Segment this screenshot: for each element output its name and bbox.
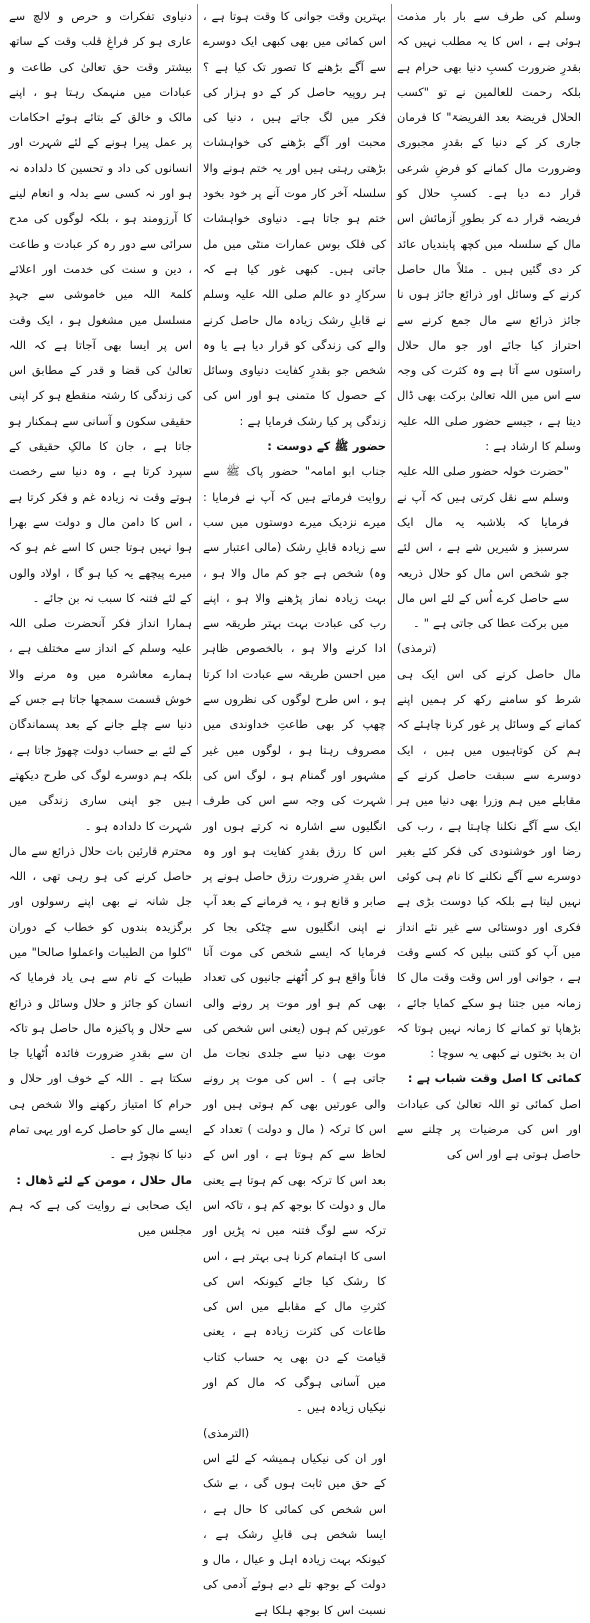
paragraph: ایک صحابی نے روایت کی ہے کہ ہم مجلس میں <box>9 1197 192 1238</box>
paragraph: اور ان کی نیکیاں ہمیشہ کے لئے اس کے حق میں ثابت ہوں گی ، بے شک اس شخص کی کمائی کا حال ہے ، ایسا شخص ہی قابلِ رشک ہے ، کیونکہ بہت زیادہ اہل و عیال ، مال و دولت کے بوجھ تلے دبے ہوئے آدمی کی نسبت اس کا بوجھ ہلکا ہے <box>203 1450 386 1617</box>
paragraph: اصل کمائی تو اللہ تعالیٰ کی عبادات اور اس کی مرضیات پر چلنے سے حاصل ہوتی ہے اور اس کی <box>397 1096 581 1162</box>
reference-citation: (الترمذی) <box>203 1425 250 1440</box>
reference-citation: (ترمذی) <box>397 641 437 656</box>
section-heading: کمائی کا اصل وقت شباب ہے : <box>407 1071 581 1086</box>
paragraph: دنیاوی تفکرات و حرص و لالچ سے عاری ہو کر فراغِ قلب وقت کے ساتھ بیشتر وقت حق تعالیٰ کی طاعت و عبادات میں منہمک رہتا ہو ، اپنے مالک و خالق کے بتائے ہوئے احکامات پر عمل پیرا ہونے کے لئے شہرت اور انسانوں کی داد و تحسین کا دلدادہ نہ ہو اور نہ کسی سے بدلہ و انعام لینے کا آرزومند ہو ، بلکہ لوگوں کی مدح سرائی سے دور رہ کر عبادت و طاعت ، دین و سنت کی خدمت اور اعلائے کلمۃ اللہ میں خاموشی سے جہدِ مسلسل میں مشغول ہو ، ایک وقت اس پر ایسا بھی آجاتا ہے کہ اللہ تعالیٰ کی قضا و قدر کے مطابق اس کی زندگی کا رشتہ منقطع ہو کر اپنی حقیقی سکون و آسانی سے ہمکنار ہو جاتا ہے ، جان کا مالکِ حقیقی کے سپرد کرتا ہے ، وہ دنیا سے رخصت ہوتے وقت نہ زیادہ غم و فکر کرتا ہے ، اس کا دامن مال و دولت سے بھرا ہوا نہیں ہوتا جس کا اسے غم ہو کہ میرے پیچھے یہ کیا ہو گا ، اولاد والوں کے لئے فتنہ کا سبب نہ بن جائے ۔ <box>9 9 192 605</box>
paragraph: محترم قارئین بات حلال ذرائع سے مال حاصل کرنے کی ہو رہی تھی ، اللہ جل شانہ نے بھی اپنے رسولوں اور برگزیدہ بندوں کو خطاب کے دوران "کلوا من الطیبات واعملوا صالحا" میں طیبات کے نام سے ہی یاد فرمایا کہ انسان کو جائز و حلال وسائل و ذرائع سے حلال و پاکیزہ مال حاصل ہو تاکہ ان سے بقدرِ ضرورت فائدہ اُٹھایا جا سکتا ہے ۔ اللہ کے خوف اور حلال و حرام کا امتیاز رکھنے والا شخص ہی ایسے مال کو حاصل کرے اور یہی تمام دنیا کا نچوڑ ہے ۔ <box>9 843 192 1162</box>
text-column-middle <box>198 4 392 1617</box>
paragraph: ہمارا انداز فکر آنحضرت صلی اللہ علیہ وسلم کے انداز سے مختلف ہے ، ہمارے معاشرہ میں وہ مرنے والا خوش قسمت سمجھا جاتا ہے جس کے دنیا سے چلے جانے کے بعد پسماندگان کے لئے بے حساب دولت چھوڑ جاتا ہے ، بلکہ ہم دوسرے لوگ کی طرح دیکھتے ہیں جو اپنی ساری زندگی میں شہرت کا دلدادہ ہو ۔ <box>9 616 192 833</box>
paragraph: مال حاصل کرنے کی اس ایک ہی شرط کو سامنے رکھ کر ہمیں اپنے کمانے کے وسائل پر غور کرنا چاہئے کہ ہم کن کوتاہیوں میں ہیں ، ایک دوسرے سے سبقت حاصل کرنے کے مقابلے میں ہم وزرا بھی دنیا میں ہر ایک سے آگے نکلنا چاہتا ہے ، رب کی رضا اور خوشنودی کی فکر کئے بغیر دوسرے سے آگے نکلنے کا نام ہی کوئی نہیں لیتا ہے بلکہ کیا دوست بڑی ہے فکری اور دوستائی سے غیر نئے انداز میں آپ کو کتنی بیلیں کہ کسے وقت ہے ، جوانی اور اس وقت وقت مال کا زمانہ میں جتنا ہو سکے کمایا جائے ، بڑھاپا تو کمانے کا زمانہ نہیں ہوتا کہ ان بد بختوں نے کبھی یہ سوچا : <box>397 666 581 1061</box>
hadith-quote: "حضرت خولہ حضور صلی اللہ علیہ وسلم سے نقل کرتی ہیں کہ آپ نے فرمایا کہ بلاشبہ یہ مال ایک سرسبز و شیریں شے ہے ، اس لئے جو شخص اس مال کو حلال ذریعہ سے حاصل کرے اُس کے لئے اس مال میں برکت عطا کی جاتی ہے " ۔ <box>397 464 569 631</box>
paragraph: بہترین وقت جوانی کا وقت ہوتا ہے ، اس کمائی میں بھی کبھی ایک دوسرے سے آگے بڑھنے کا تصور تک کیا ہے ؟ ہر روپیہ حاصل کر کے دو ہزار کی فکر میں لگ جاتے ہیں ، دنیا کی محبت اور آگے بڑھنے کی خواہشات بڑھتی رہتی ہیں اور یہ ختم ہونے والا سلسلہ آخر کار موت آنے پر خود بخود ختم ہو جاتا ہے۔ دنیاوی خواہشات کی فلک بوس عمارات منٹی میں مل جاتی ہیں۔ کبھی غور کیا ہے کہ سرکارِ دو عالم صلی اللہ علیہ وسلم نے قابلِ رشک زیادہ مال حاصل کرنے والے کی زندگی کو قرار دیا ہے یا وہ شخص جو بقدرِ کفایت دنیاوی وسائل کے حصول کا متمنی ہو اور اس کی زندگی پر کیا رشک فرمایا ہے : <box>203 9 386 428</box>
paragraph: وسلم کی طرف سے بار بار مذمت ہوئی ہے ، اس کا یہ مطلب نہیں کہ بقدرِ ضرورت کسبِ دنیا بھی حرام ہے بلکہ رحمت للعالمین نے تو "کسب الحلال فریضۃ بعد الفریضۃ" کا فرمان جاری کر کے دنیا کے بقدرِ مجبوری وضرورت مال کمانے کو فرضِ شرعی قرار دے دیا ہے۔ کسبِ حلال کو فریضہ قرار دے کر بطورِ آزمائش اس مال کے سلسلہ میں کچھ پابندیاں عائد کر دی گئیں ہیں ۔ مثلاً مال حاصل کرنے کے وسائل اور ذرائع جائز ہوں نا جائز ذرائع سے مال جمع کرنے سے احتراز کیا جائے اور جو مال حلال راستوں سے آتا ہے وہ کثرت کی وجہ سے اس میں اللہ تعالیٰ برکت بھی ڈال دیتا ہے ، جیسے حضور صلی اللہ علیہ وسلم کا ارشاد ہے : <box>397 9 581 454</box>
text-column-right <box>392 4 586 1162</box>
section-heading: حضور ﷺ کے دوست : <box>267 439 386 454</box>
text-column-left <box>4 4 198 1238</box>
section-heading: مال حلال ، مومن کے لئے ڈھال : <box>16 1172 192 1187</box>
paragraph: جناب ابو امامہ" حضور پاک ﷺ سے روایت فرماتے ہیں کہ آپ نے فرمایا : میرے نزدیک میرے دوستوں میں سب سے زیادہ قابلِ رشک (مالی اعتبار سے وہ) شخص ہے جو کم مال والا ہو ، بہت زیادہ نماز پڑھنے والا ہو ، اپنے رب کی عبادت بہت بہتر طریقہ سے ادا کرنے والا ہو ، بالخصوص ظاہر میں احسن طریقہ سے عبادت ادا کرتا ہو ، اس طرح لوگوں کی نظروں سے چھپ کر بھی طاعتِ خداوندی میں مصروف رہتا ہو ، لوگوں میں غیر مشہور اور گمنام ہو ، لوگ اس کی شہرت کی وجہ سے اس کی طرف انگلیوں سے اشارہ نہ کرتے ہوں اور اس کا رزق بقدرِ کفایت ہو اور وہ اس بقدرِ ضرورت رزق حاصل ہونے پر صابر و قانع ہو ، یہ فرمانے کے بعد آپ نے اپنی انگلیوں سے چٹکی بجا کر فرمایا کہ ایسے شخص کی موت آنا فاناً واقع ہو کر اُٹھنے جانیوں کی تعداد بھی کم ہو اور موت پر رونے والی عورتیں کم ہوں (یعنی اس شخص کی موت بھی دنیا سے جلدی نجات مل جاتی ہے ) ۔ اس کی موت پر رونے والی عورتیں بھی کم ہوتی ہیں اور اس کا ترکہ ( مال و دولت ) تعداد کے لحاظ سے کم ہوتا ہے ، اور اس کے بعد اس کا ترکہ بھی کم ہوتا ہے یعنی مال و دولت کا بوجھ کم ہو ، تاکہ اس ترکہ سے لوگ فتنہ میں نہ پڑیں اور اسی کا اہتمام کرنا ہی بہتر ہے ، اس کا رشک کیا جائے کیونکہ اس کی کثرتِ مال کے مقابلے میں اس کی طاعات کی کثرت زیادہ ہے ، یعنی قیامت کے دن بھی یہ حساب کتاب میں آسانی ہوگی کہ مال کم اور نیکیاں زیادہ ہیں ۔ <box>203 464 386 1415</box>
